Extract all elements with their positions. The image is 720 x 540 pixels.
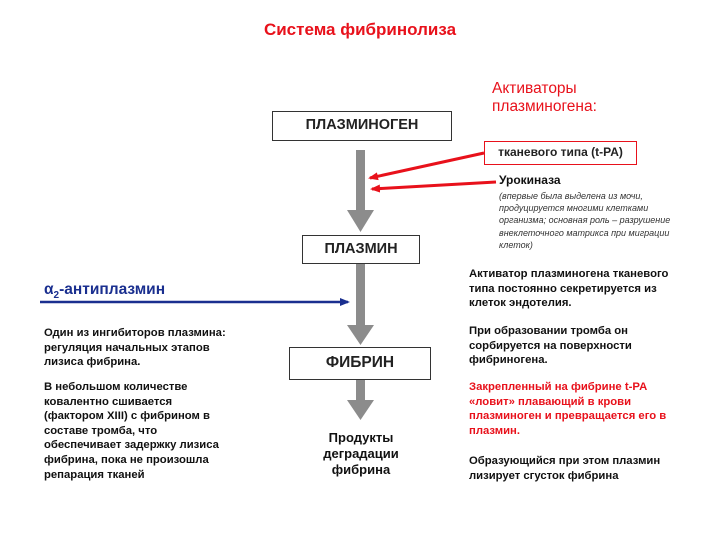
lysis-line-2: лизирует сгусток фибрина	[469, 469, 619, 482]
degradation-products	[296, 430, 426, 478]
arrow-fibrin-to-products	[347, 378, 374, 420]
lysis-note	[469, 454, 714, 483]
tpa-secretion-line-3: клеток эндотелия.	[469, 297, 572, 310]
fixed-tpa-line-1: Закрепленный на фибрине t-PA	[469, 381, 648, 393]
crosslink-line-7: репарация тканей	[44, 468, 145, 481]
antiplasmin-rest: -антиплазмин	[59, 281, 166, 298]
degradation-line-2: деградации	[323, 446, 399, 461]
tpa-secretion-line-2: типа постоянно секретируется из	[469, 282, 657, 295]
activators-title	[492, 80, 597, 116]
crosslink-line-6: фибрина, пока не произошла	[44, 453, 209, 466]
antiplasmin-alpha: α	[44, 281, 54, 298]
crosslink-note	[44, 380, 284, 482]
urokinase-note-line-4: внеклеточного матрикса при миграции	[499, 227, 670, 238]
fixed-tpa-line-4: плазмин.	[469, 424, 521, 437]
antiplasmin-label	[44, 281, 165, 301]
thrombus-note	[469, 324, 714, 368]
inhibitor-line-1: Один из ингибиторов плазмина:	[44, 327, 226, 339]
crosslink-line-1: В небольшом количестве	[44, 381, 188, 393]
urokinase-note-line-2: продуцируется многими клетками	[499, 203, 649, 214]
fixed-tpa-line-2: «ловит» плавающий в крови	[469, 395, 632, 408]
crosslink-line-5: обеспечивает задержку лизиса	[44, 439, 219, 452]
tpa-secretion-line-1: Активатор плазминогена тканевого	[469, 268, 669, 280]
plasmin-box: ПЛАЗМИН	[302, 235, 420, 264]
antiplasmin-subscript: 2	[53, 290, 60, 302]
fibrin-box: ФИБРИН	[289, 347, 431, 380]
inhibitor-note	[44, 326, 284, 370]
thrombus-line-3: фибриногена.	[469, 354, 548, 367]
arrow-plasmin-to-fibrin	[347, 263, 374, 345]
urokinase-label: Урокиназа	[499, 173, 561, 187]
urokinase-note	[499, 190, 709, 251]
crosslink-line-4: составе тромба, что	[44, 424, 158, 437]
degradation-line-3: фибрина	[331, 462, 391, 477]
inhibitor-line-2: регуляция начальных этапов	[44, 341, 210, 354]
activators-title-line-1: Активаторы	[492, 80, 577, 97]
tpa-box: тканевого типа (t-PA)	[484, 141, 637, 165]
fixed-tpa-line-3: плазминоген и превращается его в	[469, 410, 667, 423]
inhibitor-line-3: лизиса фибрина.	[44, 356, 141, 369]
crosslink-line-2: ковалентно сшивается	[44, 395, 173, 408]
crosslink-line-3: (фактором XIII) с фибрином в	[44, 410, 210, 423]
urokinase-note-line-3: организма; основная роль – разрушение	[499, 215, 671, 226]
urokinase-note-line-5: клеток)	[499, 239, 533, 250]
tpa-secretion-note	[469, 267, 714, 311]
arrow-tpa	[370, 153, 484, 178]
fixed-tpa-note	[469, 380, 714, 438]
degradation-line-1: Продукты	[328, 430, 394, 445]
urokinase-note-line-1: (впервые была выделена из мочи,	[499, 191, 643, 201]
arrow-plasminogen-to-plasmin	[347, 150, 374, 232]
lysis-line-1: Образующийся при этом плазмин	[469, 455, 661, 467]
page-title: Система фибринолиза	[263, 20, 457, 39]
thrombus-line-1: При образовании тромба он	[469, 325, 628, 337]
thrombus-line-2: сорбируется на поверхности	[469, 339, 632, 352]
arrow-urokinase	[372, 182, 496, 189]
activators-title-line-2: плазминогена:	[492, 98, 597, 115]
plasminogen-box: ПЛАЗМИНОГЕН	[272, 111, 452, 141]
